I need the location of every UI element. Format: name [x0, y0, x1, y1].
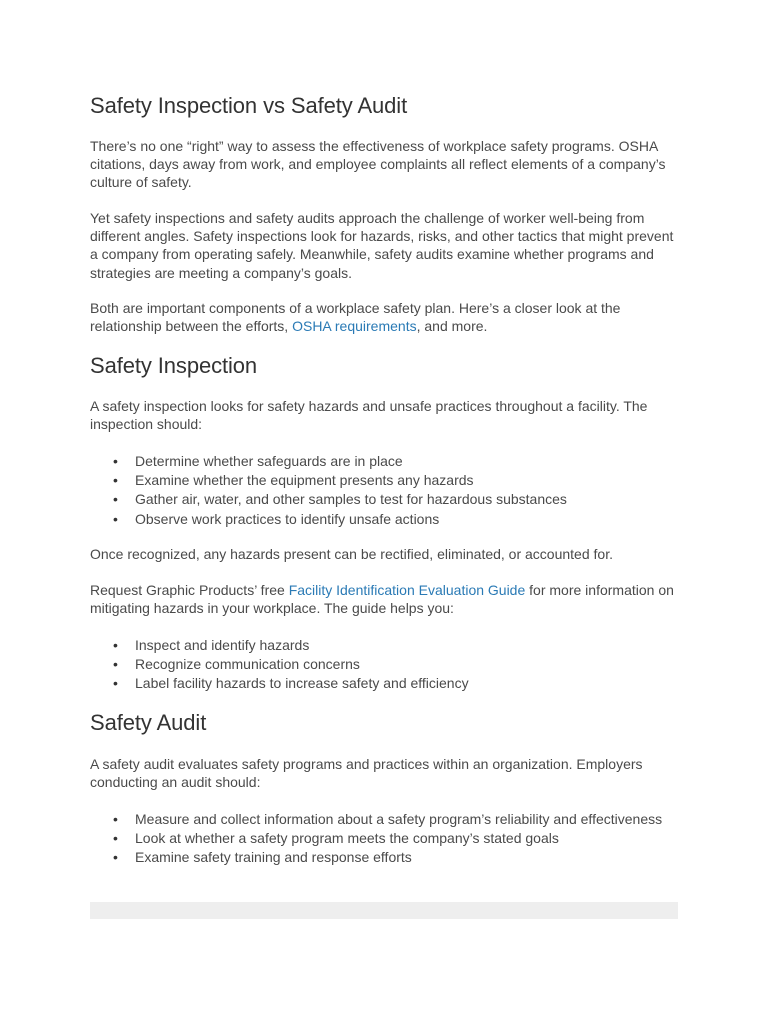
intro-paragraph-3-tail: , and more.: [416, 318, 488, 335]
audit-intro: A safety audit evaluates safety programs and practices within an organization. Employers conducting an audit should:: [90, 756, 643, 791]
inspection-intro: A safety inspection looks for safety hazards and unsafe practices throughout a facility. The inspection should:: [90, 398, 648, 433]
list-item: • Recognize communication concerns: [90, 655, 678, 673]
list-item: • Label facility hazards to increase safety and efficiency: [90, 674, 678, 692]
guide-paragraph-tail: for more information on mitigating hazards in your workplace. The guide helps you:: [90, 582, 674, 617]
list-item: • Examine whether the equipment presents any hazards: [90, 471, 678, 489]
guide-paragraph: [90, 581, 678, 617]
guide-list: [90, 636, 678, 694]
list-item: • Gather air, water, and other samples to test for hazardous substances: [90, 490, 678, 508]
intro-paragraph-1: There’s no one “right” way to assess the effectiveness of workplace safety programs. OSHA citations, days away from work, and employee complaints all reflect elements of a company’s culture of safety.: [90, 138, 666, 191]
guide-paragraph-text: Request Graphic Products’ free: [90, 582, 289, 598]
list-item: • Determine whether safeguards are in place: [90, 452, 678, 470]
content-placeholder-bar: [90, 902, 678, 919]
audit-list: [90, 810, 678, 868]
intro-paragraph-3: [90, 299, 678, 335]
list-item: • Observe work practices to identify unsafe actions: [90, 510, 678, 528]
osha-requirements-link[interactable]: OSHA requirements: [292, 318, 417, 335]
inspection-conclusion: Once recognized, any hazards present can be rectified, eliminated, or accounted for.: [90, 546, 613, 562]
list-item: • Measure and collect information about a safety program’s reliability and effectiveness: [90, 810, 678, 828]
intro-paragraph-2: Yet safety inspections and safety audits approach the challenge of worker well-being from different angles. Safety inspections look for hazards, risks, and other tactics that might prevent a company from operating safely. Meanwhile, safety audits examine whether programs and strategies are meeting a company’s goals.: [90, 210, 674, 281]
inspection-list: [90, 452, 678, 529]
page-title: Safety Inspection vs Safety Audit: [90, 93, 408, 118]
list-item: • Examine safety training and response efforts: [90, 848, 678, 866]
list-item: • Inspect and identify hazards: [90, 636, 678, 654]
section-heading-audit: Safety Audit: [90, 710, 207, 735]
intro-paragraph-3-text: Both are important components of a workplace safety plan. Here’s a closer look at the relationship between the efforts,: [90, 300, 621, 335]
list-item: • Look at whether a safety program meets the company’s stated goals: [90, 829, 678, 847]
facility-guide-link[interactable]: Facility Identification Evaluation Guide: [288, 582, 526, 598]
section-heading-inspection: Safety Inspection: [90, 353, 258, 378]
